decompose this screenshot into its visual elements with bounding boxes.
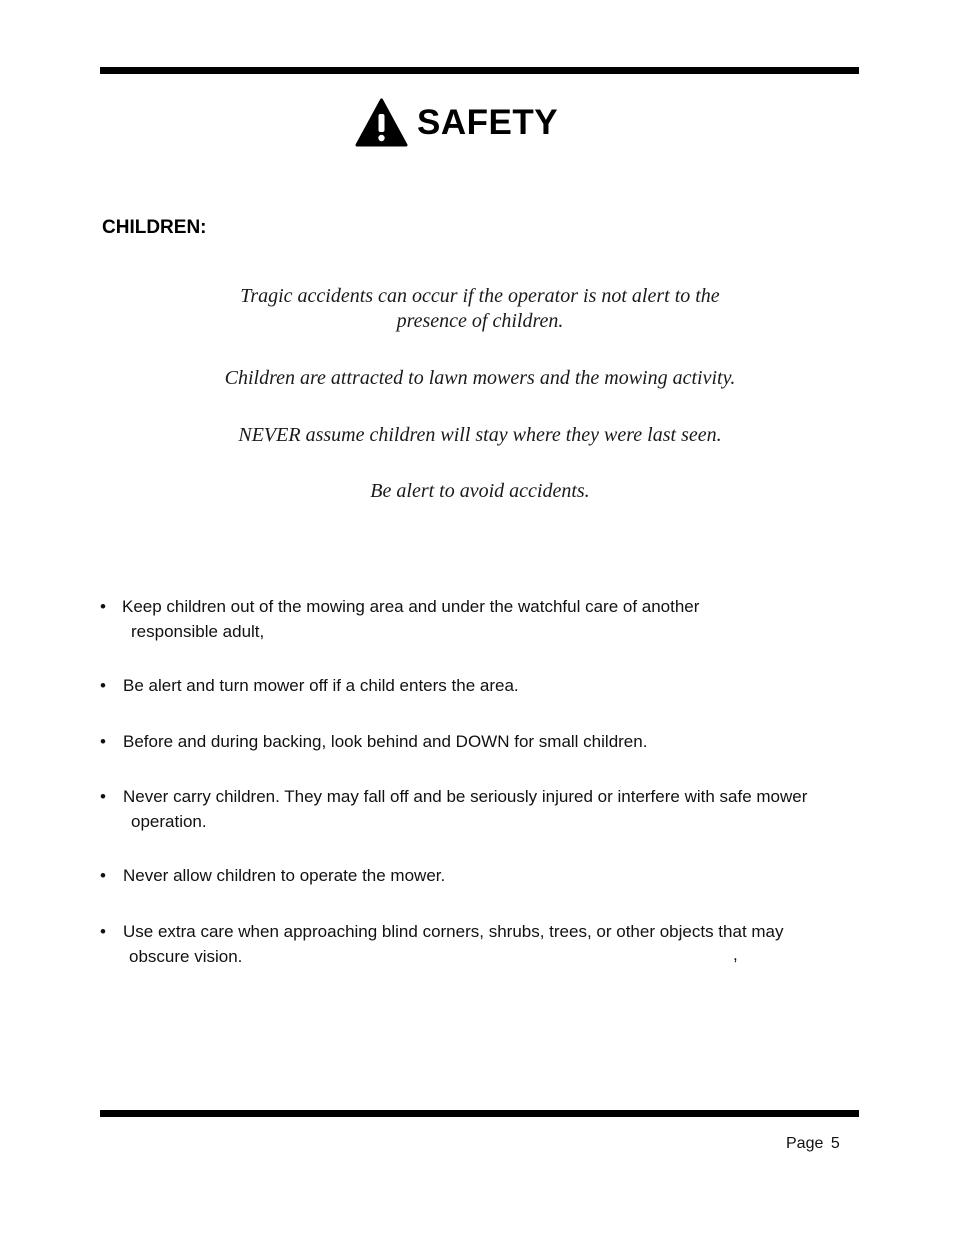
list-item	[100, 919, 860, 969]
page-title: SAFETY	[417, 103, 559, 142]
list-item-text: Be alert and turn mower off if a child enters the area.	[123, 676, 519, 695]
list-item	[100, 594, 860, 644]
list-item	[100, 784, 860, 834]
list-item-text: Never carry children. They may fall off and be seriously injured or interfere with safe mower	[123, 787, 808, 806]
bottom-divider-rule	[100, 1110, 859, 1117]
bullet-icon: •	[100, 922, 106, 941]
list-item-text: operation.	[131, 812, 207, 831]
list-item	[100, 673, 860, 698]
stray-comma-mark: ,	[733, 945, 738, 964]
list-item-text: Never allow children to operate the mower.	[123, 866, 446, 885]
notice-line: NEVER assume children will stay where they were last seen.	[238, 424, 722, 446]
notice-paragraph	[180, 366, 780, 391]
bullet-icon: •	[100, 787, 106, 806]
page-number: Page 5	[786, 1135, 840, 1152]
notice-line: Children are attracted to lawn mowers and the mowing activity.	[224, 367, 736, 389]
top-divider-rule	[100, 67, 859, 74]
notice-line: Be alert to avoid accidents.	[370, 480, 590, 502]
page-header	[355, 96, 558, 150]
list-item-text: obscure vision.	[129, 947, 243, 966]
warning-triangle-icon	[355, 97, 408, 149]
bullet-icon: •	[100, 732, 106, 751]
list-item-text: responsible adult,	[131, 622, 265, 641]
bullet-icon: •	[100, 676, 106, 695]
section-heading: CHILDREN:	[102, 217, 207, 238]
list-item	[100, 729, 860, 754]
bullet-icon: •	[100, 597, 106, 616]
list-item-text: Use extra care when approaching blind corners, shrubs, trees, or other objects that may	[123, 922, 784, 941]
list-item-text: Before and during backing, look behind and DOWN for small children.	[123, 732, 648, 751]
bullet-icon: •	[100, 866, 106, 885]
list-item	[100, 863, 860, 888]
notice-line: presence of children.	[396, 310, 564, 332]
list-item-text: Keep children out of the mowing area and under the watchful care of another	[122, 597, 700, 616]
notice-line: Tragic accidents can occur if the operator is not alert to the	[240, 285, 720, 307]
notice-paragraph	[180, 284, 780, 334]
notice-paragraph	[180, 479, 780, 504]
notice-paragraph	[180, 423, 780, 448]
